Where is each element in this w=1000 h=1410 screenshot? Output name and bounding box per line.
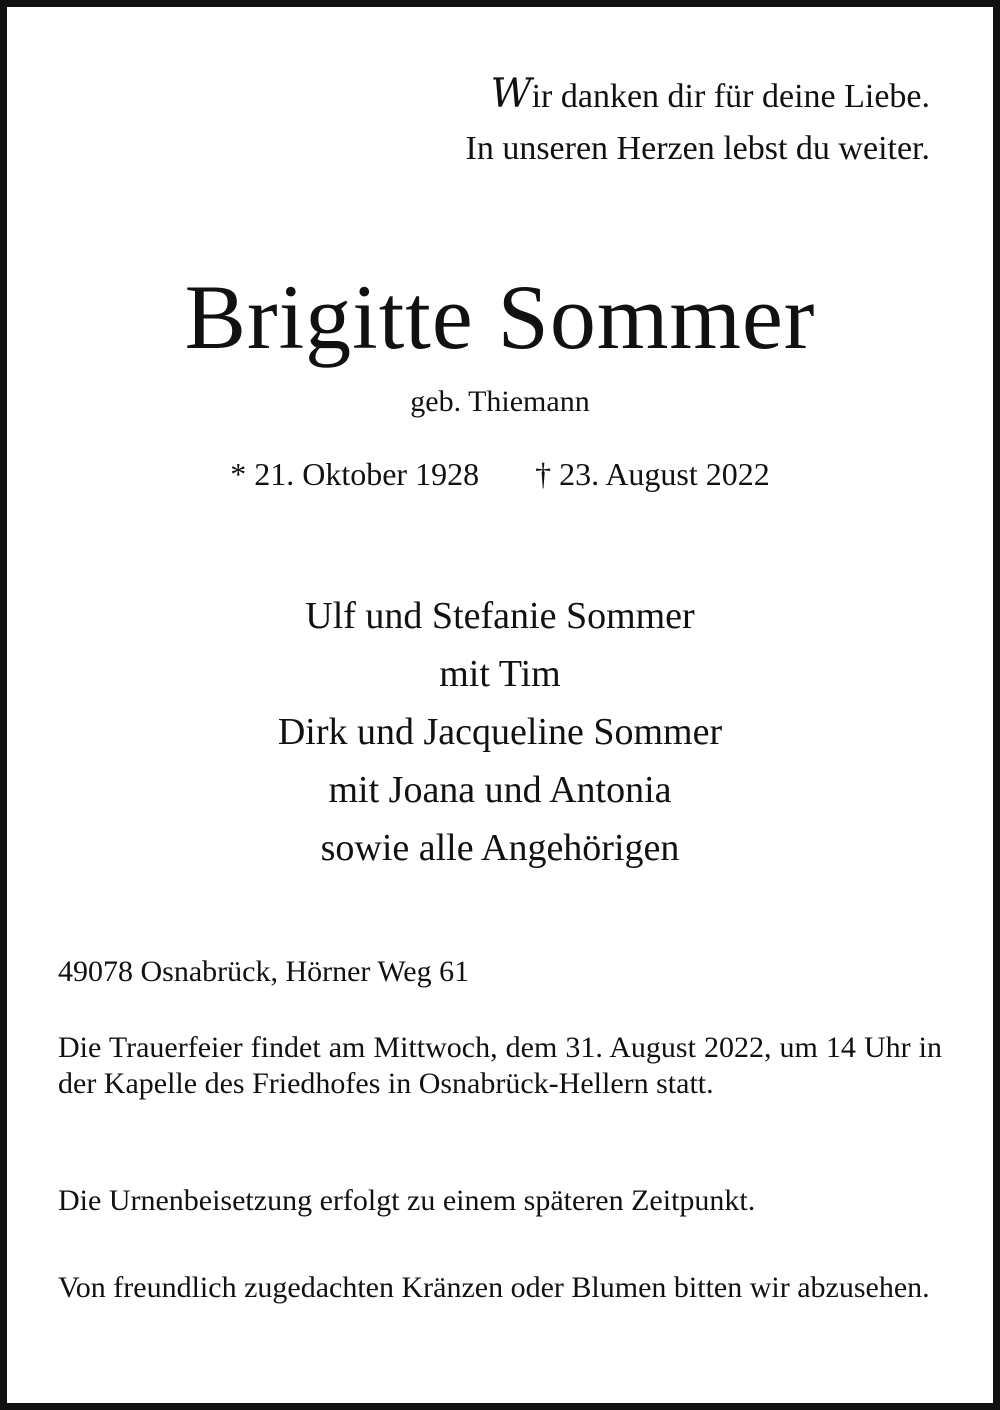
death-date: † 23. August 2022 xyxy=(535,456,770,492)
mourner-line: mit Tim xyxy=(439,653,561,695)
mourners-list xyxy=(0,587,1000,877)
motto-quote xyxy=(330,68,930,175)
birth-date: * 21. Oktober 1928 xyxy=(230,456,480,492)
mourner-line: Dirk und Jacqueline Sommer xyxy=(277,711,723,753)
mourner-line: Ulf und Stefanie Sommer xyxy=(305,595,695,637)
life-dates xyxy=(0,450,1000,498)
deceased-name: Brigitte Sommer xyxy=(184,266,816,368)
mourner-line: mit Joana und Antonia xyxy=(328,769,672,811)
ceremony-info: Die Trauerfeier findet am Mittwoch, dem 31. August 2022, um 14 Uhr in der Kapelle des Friedhofes in Osnabrück-Hellern statt. xyxy=(58,1031,942,1100)
flowers-note: Von freundlich zugedachten Kränzen oder Blumen bitten wir abzusehen. xyxy=(58,1271,930,1304)
mourner-line: sowie alle Angehörigen xyxy=(320,827,680,869)
address: 49078 Osnabrück, Hörner Weg 61 xyxy=(58,955,470,988)
motto-line-1 xyxy=(330,68,930,123)
motto-initial: W xyxy=(490,71,532,117)
motto-line-1-text: ir danken dir für deine Liebe. xyxy=(531,78,930,115)
urn-burial-info: Die Urnenbeisetzung erfolgt zu einem späteren Zeitpunkt. xyxy=(58,1184,756,1217)
motto-line-2: In unseren Herzen lebst du weiter. xyxy=(465,130,930,167)
maiden-name: geb. Thiemann xyxy=(410,385,590,418)
